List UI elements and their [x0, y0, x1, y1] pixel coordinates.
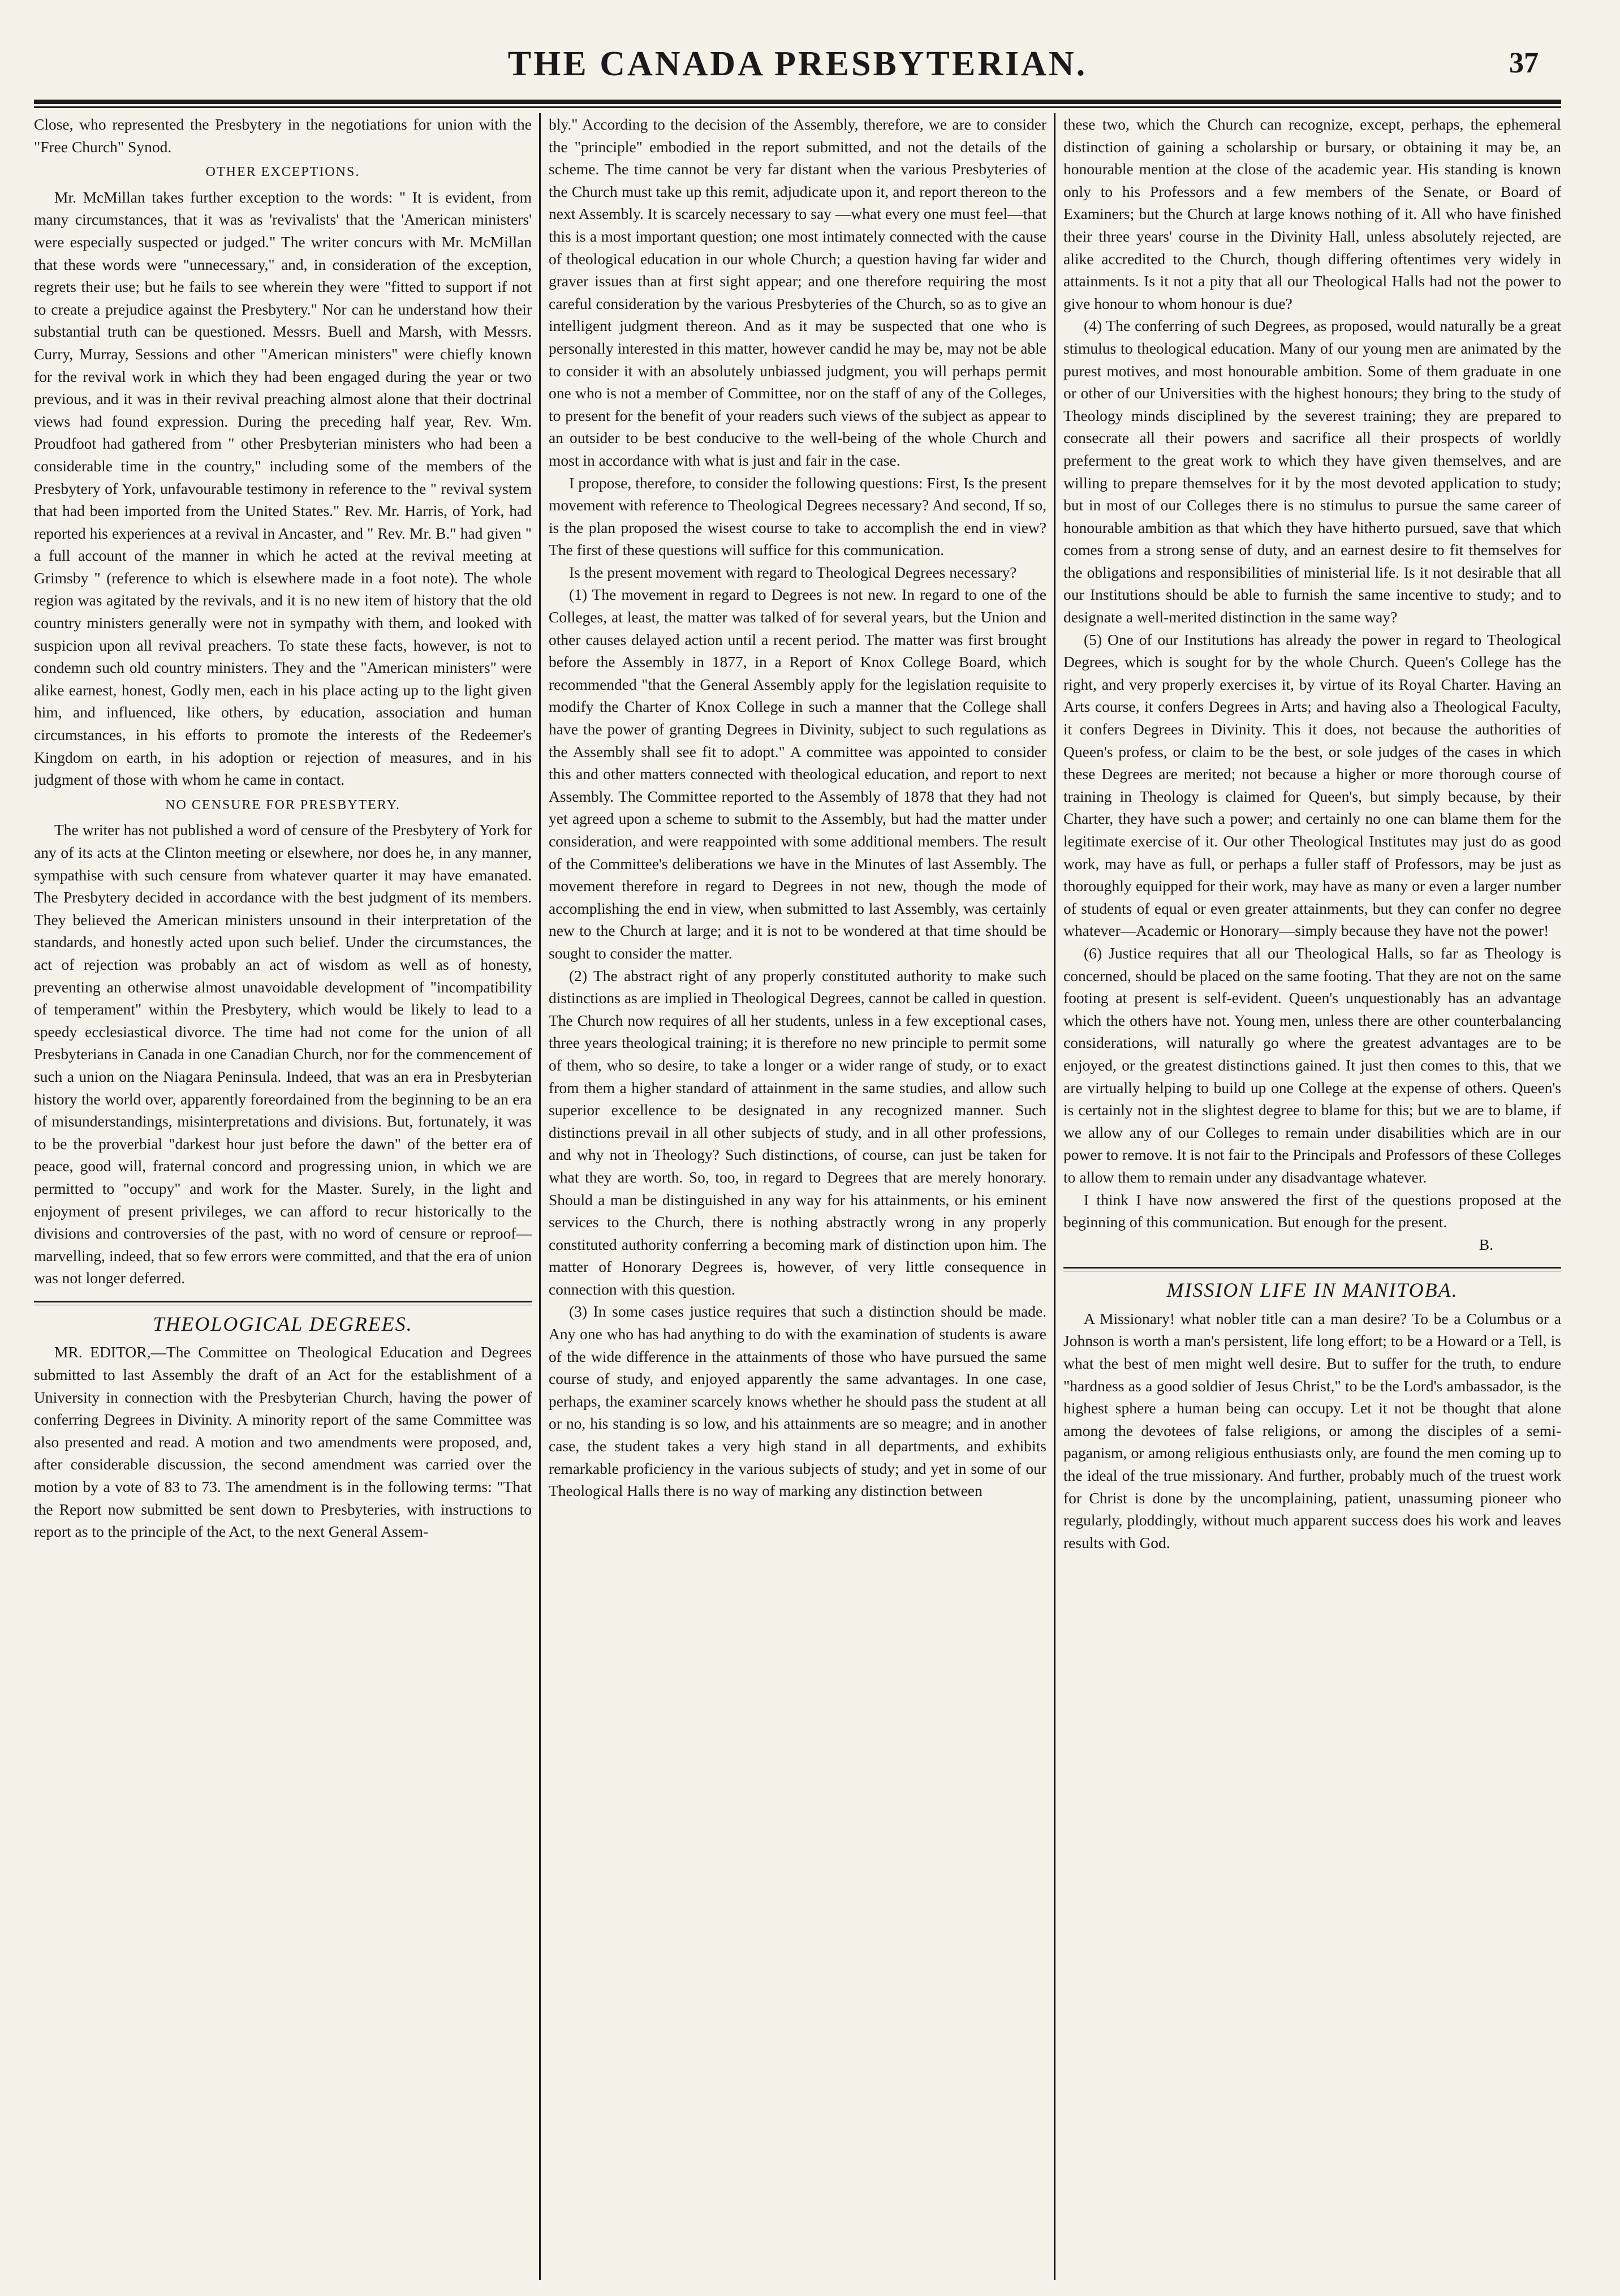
column-1 — [34, 113, 532, 2280]
header-rule-thick — [34, 100, 1561, 104]
paragraph: bly." According to the decision of the Assembly, therefore, we are to consider the "principle" embodied in the report submitted, and not the details of the scheme. The time cannot be very far distant when the various Presbyteries of the Church must take up this remit, adjudicate upon it, and report thereon to the next Assembly. It is scarcely necessary to say —what every one must feel—that this is a most important question; one most intimately connected with the cause of theological education in our whole Church; a question having far wider and graver issues than at first sight appear; and one therefore requiring the most careful consideration by the various Presbyteries of the Church, so as to give an intelligent judgment thereon. And as it may be suspected that one who is personally interested in this matter, however candid he may be, may not be able to consider it with an absolutely unbiassed judgment, you will perhaps permit one who is not a member of Committee, nor on the staff of any of the Colleges, to present for the benefit of your readers such views of the subject as appear to an outsider to be best conducive to the well-being of the whole Church and most in accordance with what is just and fair in the case. — [549, 115, 1046, 469]
paragraph: (3) In some cases justice requires that such a distinction should be made. Any one who has had anything to do with the examination of students is aware of the wide difference in the attainments of those who have pursued the same course of study, and enjoyed apparently the same advantages. In one case, perhaps, the examiner scarcely knows whether he should pass the student at all or no, his standing is so low, and his attainments are so meagre; and in another case, the student takes a very high stand in all departments, and exhibits remarkable proficiency in the various subjects of study; and yet in some of our Theological Halls there is no way of marking any distinction between — [549, 1302, 1046, 1500]
paragraph: The writer has not published a word of censure of the Presbytery of York for any of its acts at the Clinton meeting or elsewhere, nor does he, in any manner, sympathise with such censure from whatever quarter it may have emanated. The Presbytery decided in accordance with the best judgment of its members. They believed the American ministers unsound in their interpretation of the standards, and honestly acted upon such belief. Under the circumstances, the act of rejection was probably an act of wisdom as well as of honesty, preventing an otherwise almost unavoidable development of "incompatibility of temperament" within the Presbytery, which would be likely to lead to a speedy ecclesiastical divorce. The time had not come for the union of all Presbyterians in Canada in one Canadian Church, nor for the commencement of such a union on the Niagara Peninsula. Indeed, that was an era in Presbyterian history the world over, apparently foreordained from the beginning to be an era of misunderstandings, misinterpretations and divisions. But, fortunately, it was to be the proverbial "darkest hour just before the dawn" of the better era of peace, good will, fraternal concord and progressing union, in which we are permitted to "occupy" and work for the Master. Surely, in the light and enjoyment of present privileges, we can afford to recur historically to the divisions and controversies of the past, with no word of censure or reproof—marvelling, indeed, that so few errors were committed, and that the era of union was not longer deferred. — [34, 821, 532, 1287]
newspaper-title: THE CANADA PRESBYTERIAN. — [507, 45, 1088, 83]
paragraph: I think I have now answered the first of the questions proposed at the beginning of this communication. But enough for the present. — [1063, 1190, 1561, 1231]
paragraph: MR. EDITOR,—The Committee on Theological Education and Degrees submitted to last Assembly the draft of an Act for the establishment of a University in connection with the Presbyterian Church, having the power of conferring Degrees in Divinity. A minority report of the same Committee was also presented and read. A motion and two amendments were proposed, and, after considerable discussion, the second amendment was carried over the motion by a vote of 83 to 73. The amendment is in the following terms: "That the Report now submitted be sent down to Presbyteries, with instructions to report as to the principle of the Act, to the next General Assem- — [34, 1343, 532, 1541]
signature: B. — [1479, 1235, 1493, 1253]
column-2 — [549, 113, 1046, 2280]
article-title-theological-degrees: THEOLOGICAL DEGREES. — [153, 1312, 413, 1335]
paragraph: (4) The conferring of such Degrees, as proposed, would naturally be a great stimulus to theological education. Many of our young men are animated by the purest motives, and most honourable ambition. Some of them graduate in one or other of our Universities with the highest honours; they bring to the study of Theology minds disciplined by the severest training; they are prepared to consecrate all their powers and sacrifice all their prospects of worldly preferment to the great work to which they have given themselves, and are willing to prepare themselves for it by the most devoted application to study; but in most of our Colleges there is no stimulus to pursue the same career of honourable ambition as that which they have hitherto pursued, save that which comes from a strong sense of duty, and an earnest desire to fit themselves for the obligations and responsibilities of ministerial life. Is it not desirable that all our Institutions should be able to furnish the same incentive to study; and to designate a well-merited distinction in the same way? — [1063, 317, 1561, 626]
subheading-no-censure: NO CENSURE FOR PRESBYTERY. — [165, 797, 400, 812]
column-divider-1 — [539, 113, 541, 2280]
paragraph: I propose, therefore, to consider the following questions: First, Is the present movement with reference to Theological Degrees necessary? And second, If so, is the plan proposed the wisest course to take to accomplish the end in view? The first of these questions will suffice for this communication. — [549, 474, 1046, 559]
paragraph: Is the present movement with regard to Theological Degrees necessary? — [569, 563, 1017, 581]
paragraph: (6) Justice requires that all our Theological Halls, so far as Theology is concerned, should be placed on the same footing. That they are not on the same footing at present is self-evident. Queen's unquestionably has an advantage which the others have not. Young men, unless there are other counterbalancing considerations, will naturally go where the greatest advantages are to be enjoyed, or the greatest distinctions gained. It just then comes to this, that we are virtually helping to build up one College at the expense of others. Queen's is certainly not in the slightest degree to blame for this; but we are to blame, if we allow any of our Colleges to remain under disabilities which are in our power to remove. It is not fair to the Principals and Professors of these Colleges to allow them to remain under any disadvantage whatever. — [1063, 944, 1561, 1186]
masthead — [34, 34, 1561, 102]
paragraph: Close, who represented the Presbytery in the negotiations for union with the "Free Church" Synod. — [34, 115, 532, 156]
paragraph: (5) One of our Institutions has already the power in regard to Theological Degrees, which is sought for by the whole Church. Queen's College has the right, and very properly exercises it, by virtue of its Royal Charter. Having an Arts course, it confers Degrees in Arts; and having also a Theological Faculty, it confers Degrees in Divinity. This it does, not because the authorities of Queen's profess, or claim to be the best, or sole judges of the cases in which these Degrees are merited; not because a higher or more thorough course of training in Theology is claimed for Queen's, but simply because, by their Charter, they have such a power; and certainly no one can blame them for the legitimate exercise of it. Our other Theological Institutes may just do as good work, may have as full, or perhaps a fuller staff of Professors, may be just as thoroughly equipped for their work, may have as many or even a larger number of students of equal or even greater attainments, but they can confer no degree whatever—Academic or Honorary—simply because they have not the power! — [1063, 630, 1561, 940]
header-rule-thin — [34, 106, 1561, 108]
paragraph: (2) The abstract right of any properly constituted authority to make such distinctions as are implied in Theological Degrees, cannot be called in question. The Church now requires of all her students, unless in a few exceptional cases, three years theological training; it is therefore no new principle to permit some of them, who so desire, to take a longer or a wider range of study, or to exact from them a higher standard of attainment in the same studies, and allow such superior excellence to be designated in any recognized manner. Such distinctions prevail in all other subjects of study, and in all other professions, and why not in Theology? Such distinctions, of course, can just be taken for what they are worth. So, too, in regard to Degrees that are merely honorary. Should a man be distinguished in any way for his attainments, or his eminent services to the Church, there is nothing abstractly wrong in any properly constituted authority conferring a becoming mark of distinction upon him. The matter of Honorary Degrees is, however, of very little consequence in connection with this question. — [549, 966, 1046, 1298]
article-separator — [1063, 1267, 1561, 1271]
paragraph: these two, which the Church can recognize, except, perhaps, the ephemeral distinction of gaining a scholarship or bursary, or obtaining it may be, an honourable mention at the close of the academic year. His standing is known only to his Professors and a few members of the Senate, or Board of Examiners; but the Church at large knows nothing of it. All who have finished their three years' course in the Divinity Hall, unless absolutely rejected, are alike accredited to the Church, though differing oftentimes very widely in attainments. Is it not a pity that all our Theological Halls had not the power to give honour to whom honour is due? — [1063, 115, 1561, 312]
column-3 — [1063, 113, 1561, 2280]
paragraph: A Missionary! what nobler title can a man desire? To be a Columbus or a Johnson is worth a man's persistent, life long effort; to be a Howard or a Tell, is what the best of men might well desire. But to suffer for the truth, to endure "hardness as a good soldier of Jesus Christ," to be the Lord's ambassador, is the highest sphere a human being can occupy. Let it not be thought that alone among the devotees of false religions, or among the disciples of a semi-paganism, or among religious enthusiasts only, are found the men coming up to the ideal of the true missionary. And further, probably much of the truest work for Christ is done by the uncomplaining, patient, unassuming pioneer who regularly, ploddingly, without much apparent success does his work and leaves results with God. — [1063, 1309, 1561, 1551]
page-number: 37 — [1509, 47, 1539, 79]
paragraph: Mr. McMillan takes further exception to the words: " It is evident, from many circumstances, that it was as 'revivalists' that the 'American ministers' were especially suspected or judged." The writer concurs with Mr. McMillan that these words were "unnecessary," and, in consideration of the exception, regrets their use; but he fails to see wherein they were "fitted to support if not to create a prejudice against the Presbytery." Nor can he understand how their substantial truth can be questioned. Messrs. Buell and Marsh, with Messrs. Curry, Murray, Sessions and other "American ministers" were chiefly known for the revival work in which they had been engaged during the year or two previous, and it was in their revival preaching almost alone that their doctrinal views had found expression. During the preceding half year, Rev. Wm. Proudfoot had gathered from " other Presbyterian ministers who had been a considerable time in the country," including some of the members of the Presbytery of York, unfavourable testimony in reference to the " revival system that had been imported from the United States." Rev. Mr. Harris, of York, had reported his experiences at a revival in Ancaster, and " Rev. Mr. B." had given " a full account of the manner in which he acted at the revival meeting at Grimsby " (reference to which is elsewhere made in a foot note). The whole region was agitated by the revivals, and it is no new item of history that the old country ministers generally were not in sympathy with them, and looked with suspicion upon all revival preachers. To state these facts, however, is not to condemn such old country ministers. They and the "American ministers" were alike earnest, honest, Godly men, each in his place acting up to the light given him, and influenced, like others, by education, association and human circumstances, in his efforts to promote the interests of the Redeemer's Kingdom on earth, in his adoption or rejection of measures, and in his judgment of those with whom he came in contact. — [34, 188, 532, 789]
paragraph: (1) The movement in regard to Degrees is not new. In regard to one of the Colleges, at least, the matter was talked of for several years, but the Union and other causes delayed action until a recent period. The matter was first brought before the Assembly in 1877, in a Report of Knox College Board, which recommended "that the General Assembly apply for the legislation requisite to modify the Charter of Knox College in such a manner that the College shall have the power of granting Degrees in Divinity, subject to such regulations as the Assembly shall see fit to adopt." A committee was appointed to consider this and other matters connected with theological education, and report to next Assembly. The Committee reported to the Assembly of 1878 that they had not yet agreed upon a scheme to submit to the Assembly, but had the matter under consideration, and were reappointed with some additional members. The result of the Committee's deliberations we have in the Minutes of last Assembly. The movement therefore in regard to Degrees in not new, though the mode of accomplishing the end in view, when submitted to last Assembly, was certainly new to the Church at large; and it is not to be wondered at that time should be sought to consider the matter. — [549, 586, 1046, 962]
subheading-other-exceptions: OTHER EXCEPTIONS. — [205, 165, 360, 180]
article-title-mission-life: MISSION LIFE IN MANITOBA. — [1166, 1279, 1458, 1302]
article-separator — [34, 1301, 532, 1305]
column-divider-2 — [1054, 113, 1055, 2280]
